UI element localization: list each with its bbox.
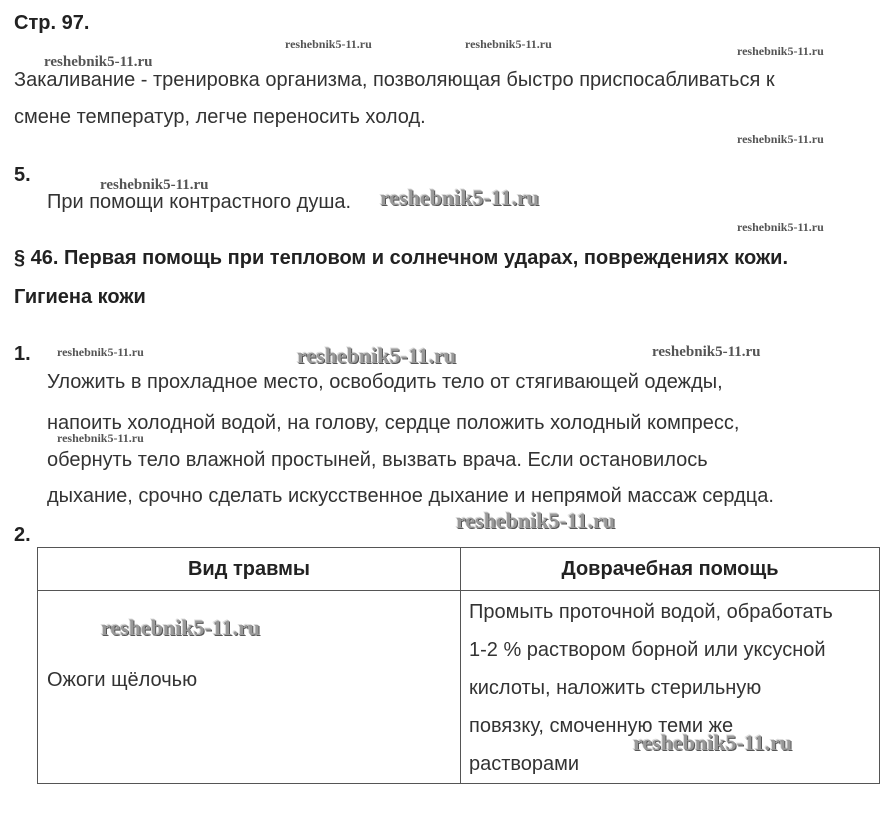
injury-name: Ожоги щёлочью <box>47 669 198 691</box>
watermark: reshebnik5-11.ru <box>297 343 457 368</box>
page-label: Стр. 97. <box>14 12 90 34</box>
watermark: reshebnik5-11.ru <box>100 177 209 193</box>
watermark: reshebnik5-11.ru <box>285 37 372 51</box>
watermark: reshebnik5-11.ru <box>57 431 144 445</box>
watermark: reshebnik5-11.ru <box>737 132 824 146</box>
item-number: 2. <box>14 524 31 546</box>
watermark: reshebnik5-11.ru <box>737 220 824 234</box>
watermark: reshebnik5-11.ru <box>465 37 552 51</box>
watermark: reshebnik5-11.ru <box>737 44 824 58</box>
answer-line: дыхание, срочно сделать искусственное дыхание и непрямой массаж сердца. <box>47 485 774 507</box>
table-header-row <box>38 548 880 591</box>
item-number: 5. <box>14 164 31 186</box>
table-header-injury: Вид травмы <box>38 548 461 591</box>
paragraph-line: смене температур, легче переносить холод. <box>14 106 426 128</box>
table-header-help: Доврачебная помощь <box>461 548 880 591</box>
watermark: reshebnik5-11.ru <box>44 54 153 70</box>
help-line: повязку, смоченную теми же <box>469 715 734 737</box>
help-line: Промыть проточной водой, обработать <box>469 601 833 623</box>
watermark: reshebnik5-11.ru <box>101 615 261 640</box>
section-title: § 46. Первая помощь при тепловом и солнечном ударах, повреждениях кожи. <box>14 247 789 269</box>
answer-line: Уложить в прохладное место, освободить тело от стягивающей одежды, <box>47 371 723 393</box>
answer-line: обернуть тело влажной простыней, вызвать врача. Если остановилось <box>47 449 708 471</box>
answer-line: напоить холодной водой, на голову, сердце положить холодный компресс, <box>47 412 740 434</box>
watermark: reshebnik5-11.ru <box>57 345 144 359</box>
watermark: reshebnik5-11.ru <box>652 344 761 360</box>
watermark: reshebnik5-11.ru <box>633 730 793 755</box>
watermark: reshebnik5-11.ru <box>380 185 540 210</box>
help-line: 1-2 % раствором борной или уксусной <box>469 639 826 661</box>
paragraph-line: Закаливание - тренировка организма, позволяющая быстро приспосабливаться к <box>14 69 775 91</box>
help-line: кислоты, наложить стерильную <box>469 677 762 699</box>
answer-text: При помощи контрастного душа. <box>47 191 352 213</box>
section-subtitle: Гигиена кожи <box>14 286 146 308</box>
table-cell-injury <box>38 591 461 784</box>
help-line: растворами <box>469 753 580 775</box>
item-number: 1. <box>14 343 31 365</box>
watermark: reshebnik5-11.ru <box>456 508 616 533</box>
